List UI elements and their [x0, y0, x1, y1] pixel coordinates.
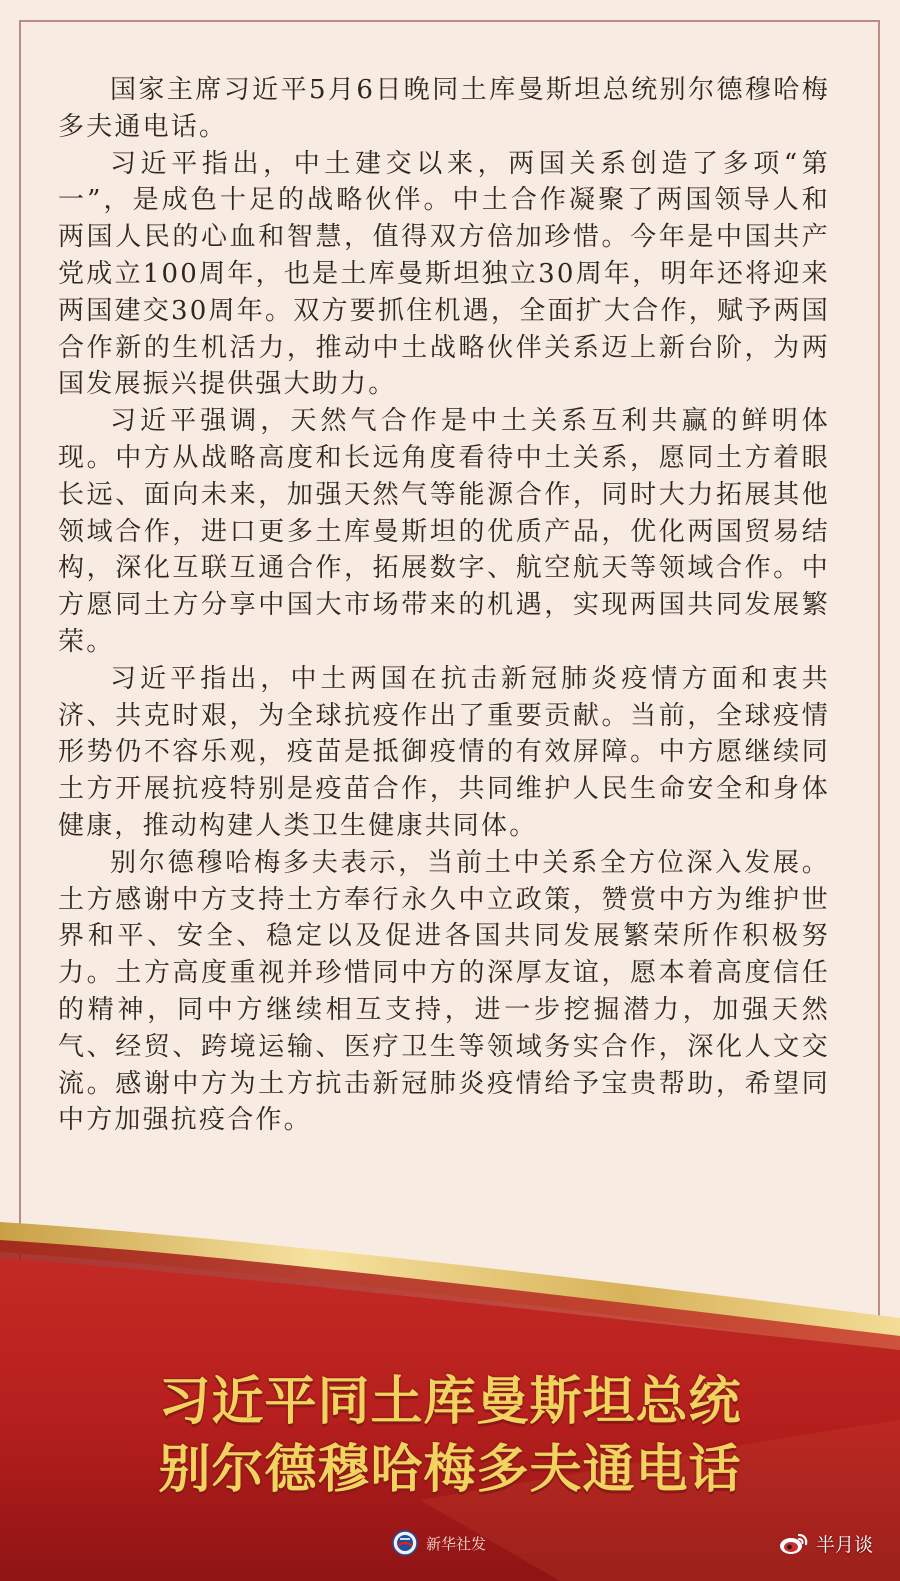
- xinhua-logo-icon: [392, 1530, 418, 1556]
- paragraph-2: 习近平指出，中土建交以来，两国关系创造了多项“第一”，是成色十足的战略伙伴。中土合作凝聚了两国领导人和两国人民的心血和智慧，值得双方倍加珍惜。今年是中国共产党成立100周年，也是土库曼斯坦独立30周年，明年还将迎来两国建交30周年。双方要抓住机遇，全面扩大合作，赋予两国合作新的生机活力，推动中土战略伙伴关系迈上新台阶，为两国发展振兴提供强大助力。: [58, 148, 830, 400]
- banner-title-line-2: 别尔德穆哈梅多夫通电话: [158, 1440, 742, 1500]
- weibo-icon: [778, 1531, 810, 1557]
- paragraph-3: 习近平强调，天然气合作是中土关系互利共赢的鲜明体现。中方从战略高度和长远角度看待中土关系，愿同土方着眼长远、面向未来，加强天然气等能源合作，同时大力拓展其他领域合作，进口更多土库曼斯坦的优质产品，优化两国贸易结构，深化互联互通合作，拓展数字、航空航天等领域合作。中方愿同土方分享中国大市场带来的机遇，实现两国共同发展繁荣。: [58, 406, 830, 657]
- source-text: 新华社发: [426, 1534, 487, 1553]
- paragraph-4: 习近平指出，中土两国在抗击新冠肺炎疫情方面和衷共济、共克时艰，为全球抗疫作出了重要贡献。当前，全球疫情形势仍不容乐观，疫苗是抵御疫情的有效屏障。中方愿继续同土方开展抗疫特别是疫苗合作，共同维护人民生命安全和身体健康，推动构建人类卫生健康共同体。: [58, 663, 830, 841]
- paragraph-5: 别尔德穆哈梅多夫表示，当前土中关系全方位深入发展。土方感谢中方支持土方奉行永久中立政策，赞赏中方为维护世界和平、安全、稳定以及促进各国共同发展繁荣所作积极努力。土方高度重视并珍惜同中方的深厚友谊，愿本着高度信任的精神，同中方继续相互支持，进一步挖掘潜力，加强天然气、经贸、跨境运输、医疗卫生等领域务实合作，深化人文交流。感谢中方为土方抗击新冠肺炎疫情给予宝贵帮助，希望同中方加强抗疫合作。: [58, 847, 830, 1136]
- paragraph-1: 国家主席习近平5月6日晚同土库曼斯坦总统别尔德穆哈梅多夫通电话。: [58, 75, 830, 142]
- source-credit: [392, 1530, 486, 1556]
- banner-title-line-1: 习近平同土库曼斯坦总统: [158, 1372, 742, 1432]
- watermark-text: 半月谈: [816, 1534, 874, 1556]
- watermark: [778, 1530, 873, 1557]
